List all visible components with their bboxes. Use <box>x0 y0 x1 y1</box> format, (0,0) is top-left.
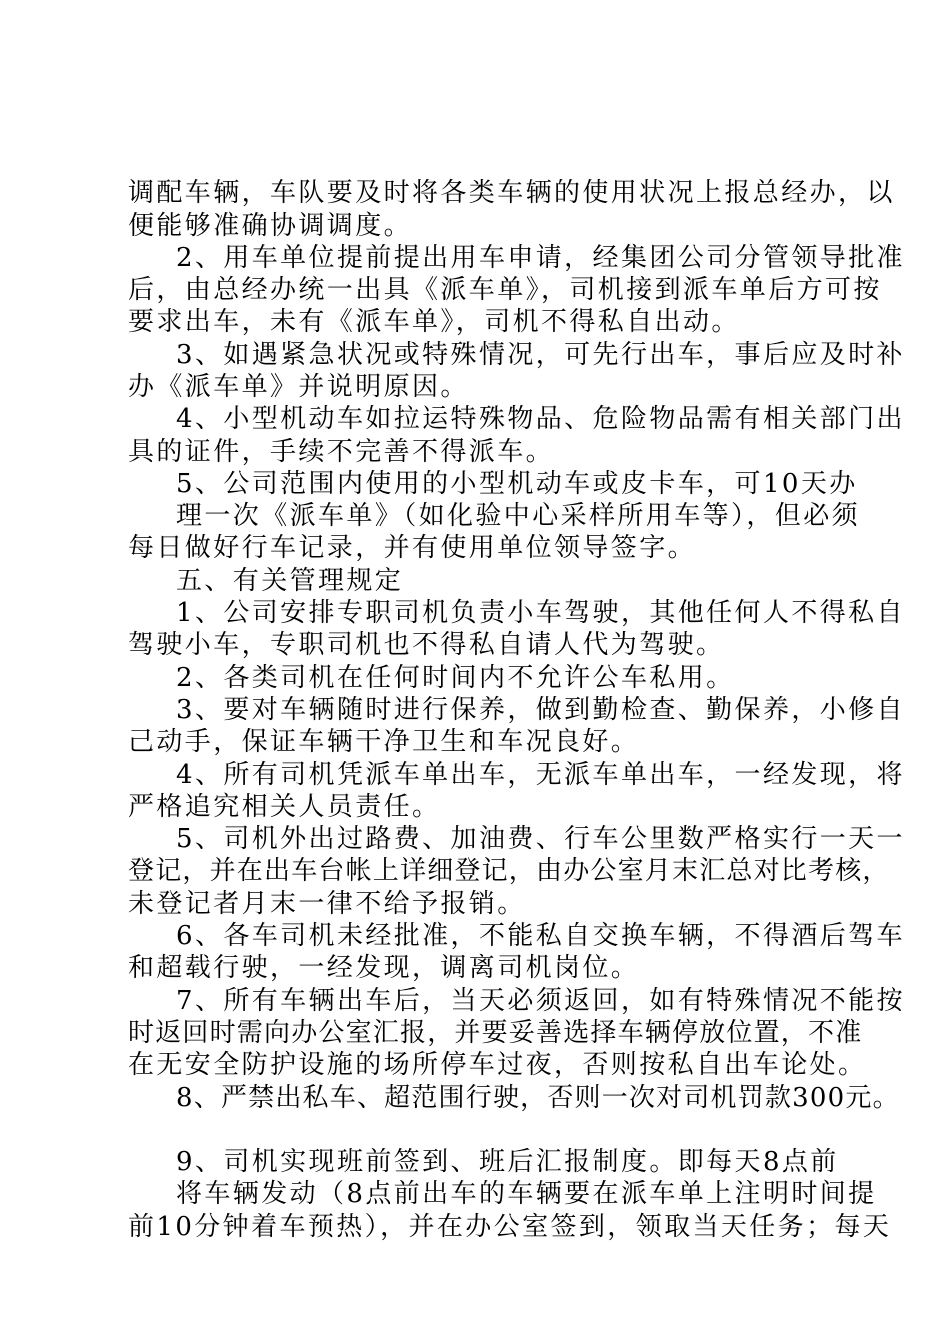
text-line-22: 登记，并在出车台帐上详细登记，由办公室月末汇总对比考核， <box>128 856 890 886</box>
text-line-11: 理一次《派车单》（如化验中心采样所用车等），但必须 <box>176 501 861 531</box>
text-line-21: 5、司机外出过路费、加油费、行车公里数严格实行一天一 <box>176 824 905 854</box>
text-line-4: 后，由总经办统一出具《派车单》，司机接到派车单后方可按 <box>128 275 882 305</box>
text-line-12: 每日做好行车记录，并有使用单位领导签字。 <box>128 533 697 563</box>
text-line-10: 5、公司范围内使用的小型机动车或皮卡车，可10天办 <box>176 469 858 499</box>
text-line-15: 驾驶小车，专职司机也不得私自请人代为驾驶。 <box>128 630 725 660</box>
text-line-9: 具的证件，手续不完善不得派车。 <box>128 437 555 467</box>
text-line-31: 将车辆发动（8点前出车的车辆要在派车单上注明时间提 <box>176 1179 877 1209</box>
text-line-24: 6、各车司机未经批准，不能私自交换车辆，不得酒后驾车 <box>176 921 905 951</box>
text-line-30: 9、司机实现班前签到、班后汇报制度。即每天8点前 <box>176 1147 839 1177</box>
text-line-8: 4、小型机动车如拉运特殊物品、危险物品需有相关部门出 <box>176 404 905 434</box>
section-heading: 五、有关管理规定 <box>176 566 404 596</box>
text-line-29: 8、严禁出私车、超范围行驶，否则一次对司机罚款300元。 <box>176 1083 900 1113</box>
text-line-1: 调配车辆，车队要及时将各类车辆的使用状况上报总经办，以 <box>128 178 895 208</box>
text-line-20: 严格追究相关人员责任。 <box>128 792 441 822</box>
text-line-28: 在无安全防护设施的场所停车过夜，否则按私自出车论处。 <box>128 1050 867 1080</box>
text-line-7: 办《派车单》并说明原因。 <box>128 372 469 402</box>
text-line-14: 1、公司安排专职司机负责小车驾驶，其他任何人不得私自 <box>176 598 905 628</box>
text-line-5: 要求出车，未有《派车单》，司机不得私自出动。 <box>128 307 740 337</box>
text-line-26: 7、所有车辆出车后，当天必须返回，如有特殊情况不能按 <box>176 986 905 1016</box>
text-line-23: 未登记者月末一律不给予报销。 <box>128 889 526 919</box>
text-line-18: 己动手，保证车辆干净卫生和车况良好。 <box>128 727 640 757</box>
text-line-16: 2、各类司机在任何时间内不允许公车私用。 <box>176 663 735 693</box>
text-line-19: 4、所有司机凭派车单出车，无派车单出车，一经发现，将 <box>176 760 905 790</box>
text-line-6: 3、如遇紧急状况或特殊情况，可先行出车，事后应及时补 <box>176 340 905 370</box>
text-line-3: 2、用车单位提前提出用车申请，经集团公司分管领导批准 <box>176 243 905 273</box>
text-line-17: 3、要对车辆随时进行保养，做到勤检查、勤保养，小修自 <box>176 695 905 725</box>
text-line-27: 时返回时需向办公室汇报，并要妥善选择车辆停放位置，不准 <box>128 1018 863 1048</box>
text-line-32: 前10分钟着车预热），并在办公室签到，领取当天任务；每天 <box>128 1212 892 1242</box>
text-line-25: 和超载行驶，一经发现，调离司机岗位。 <box>128 953 640 983</box>
text-line-2: 便能够准确协调调度。 <box>128 211 413 241</box>
